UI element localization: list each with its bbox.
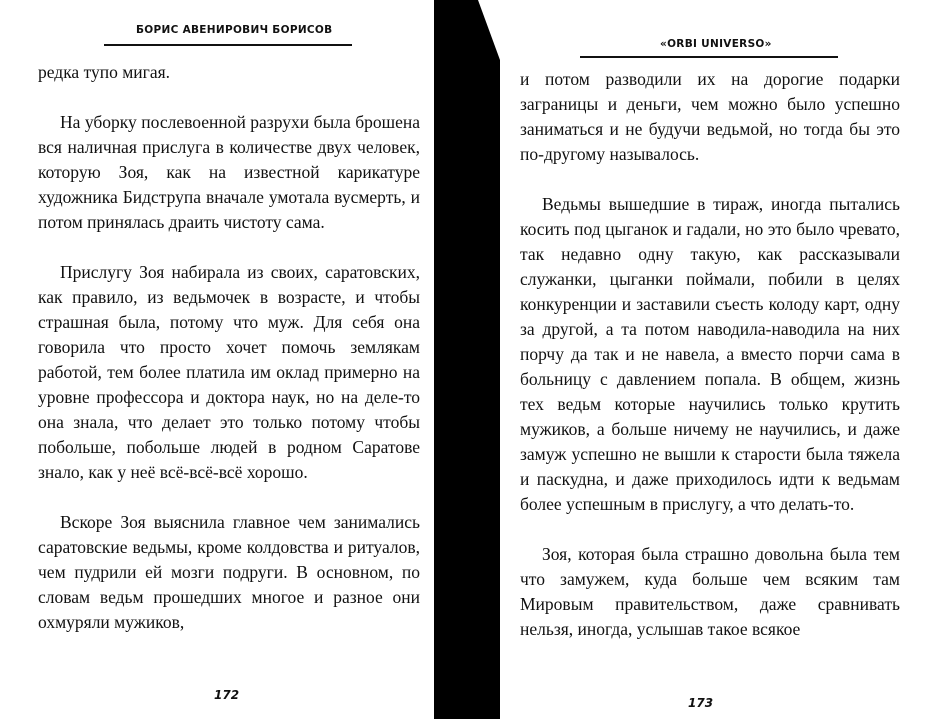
- head-rule-left: [104, 44, 352, 46]
- right-page: [500, 0, 932, 719]
- page-number-right: 173: [688, 696, 714, 710]
- body-text-right: [520, 67, 900, 642]
- running-head-right: «ORBI UNIVERSO»: [660, 38, 772, 50]
- book-gutter: [434, 0, 500, 719]
- body-text-left: [38, 60, 420, 635]
- paragraph-gap: [520, 167, 900, 192]
- paragraph: На уборку послевоенной разрухи была брошена вся наличная прислуга в количестве двух человек, которую Зоя, как на известной карикатуре художника Бидструпа вначале умотала вусмерть, и потом принялась драить чистоту сама.: [38, 112, 420, 232]
- gutter-notch: [478, 0, 500, 60]
- paragraph: редка тупо мигая.: [38, 62, 171, 82]
- head-rule-right: [590, 56, 838, 58]
- head-rule-right-short: [580, 56, 590, 58]
- paragraph: Зоя, которая была страшно довольна была тем что замужем, куда больше чем всяким там Мировым правительством, даже сравнивать нельзя, иногда, услышав такое всякое: [520, 544, 900, 639]
- paragraph-gap: [38, 85, 420, 110]
- left-page: [0, 0, 434, 719]
- running-head-left: БОРИС АВЕНИРОВИЧ БОРИСОВ: [136, 24, 333, 36]
- paragraph: Ведьмы вышедшие в тираж, иногда пытались косить под цыганок и гадали, но это было чревато, так недавно одну такую, как рассказывали служанки, цыганки поймали, побили в целях конкуренции и заставили съесть колоду карт, одну за другой, а та потом наводила-наводила на них порчу да так и не навела, а вместо порчи сама в больницу с давлением попала. В общем, жизнь тех ведьм которые научились только крутить мужиков, а больше ничему не научились, и даже замуж успешно не вышли к старости была тяжела и паскудна, и даже приходилось идти к ведьмам более успешным в прислугу, а что делать-то.: [520, 194, 900, 514]
- paragraph-gap: [38, 485, 420, 510]
- paragraph-gap: [38, 235, 420, 260]
- paragraph: и потом разводили их на дорогие подарки заграницы и деньги, чем можно было успешно заниматься и не будучи ведьмой, но тогда бы это по-другому называлось.: [520, 69, 900, 164]
- paragraph: Вскоре Зоя выяснила главное чем занимались саратовские ведьмы, кроме колдовства и ритуалов, чем пудрили ей мозги подруги. В основном, по словам ведьм прошедших многое и разное они охмуряли мужиков,: [38, 512, 420, 632]
- paragraph-gap: [520, 517, 900, 542]
- paragraph: Прислугу Зоя набирала из своих, саратовских, как правило, из ведьмочек в возрасте, и чтобы страшная была, потому что муж. Для себя она говорила что просто хочет помочь землякам работой, тем более платила им оклад примерно на уровне профессора и доктора наук, но на деле-то она знала, что делает это только потому чтобы побольше, побольше людей в родном Саратове знало, как у неё всё-всё-всё хорошо.: [38, 262, 420, 482]
- page-number-left: 172: [214, 688, 240, 702]
